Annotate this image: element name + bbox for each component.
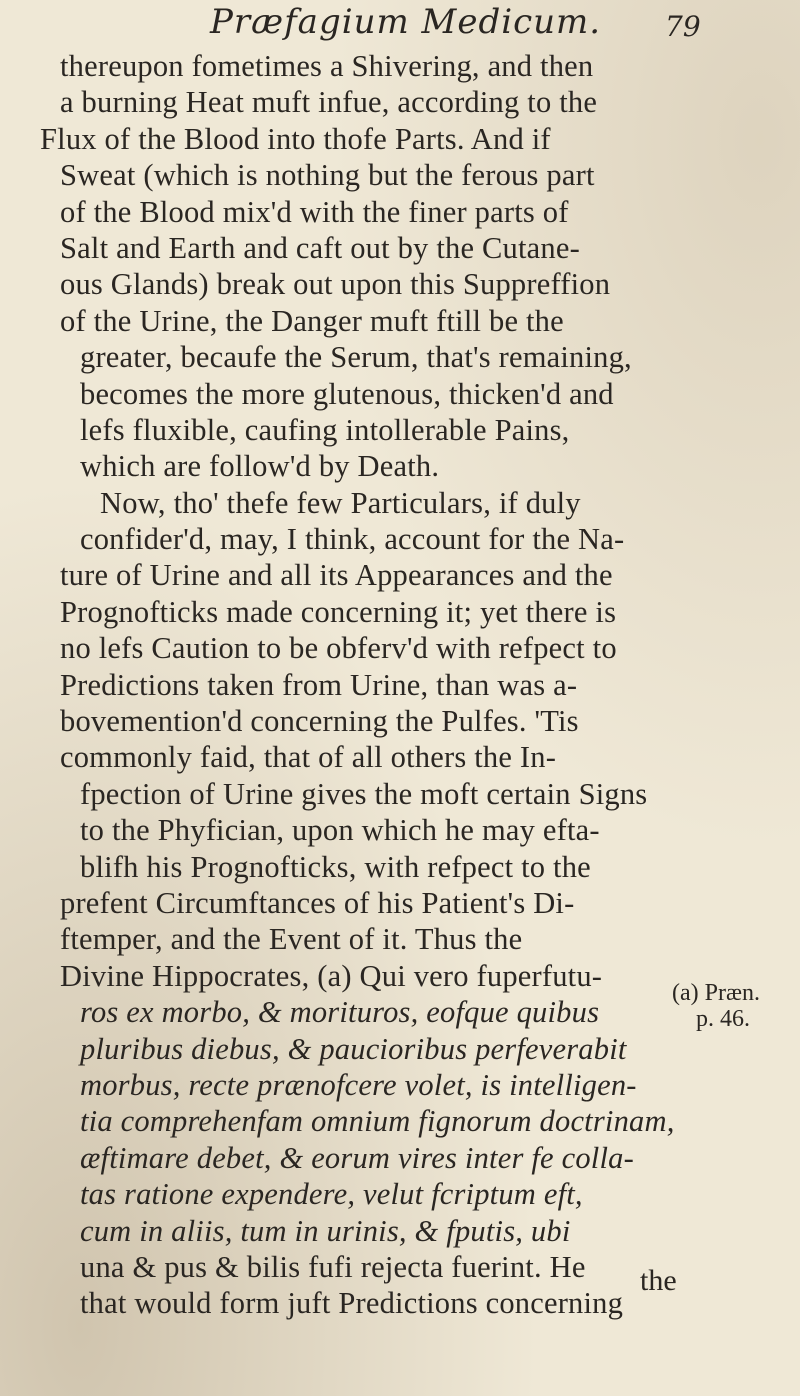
text-line: commonly faid, that of all others the In- (60, 740, 557, 775)
text-line: no lefs Caution to be obferv'd with refpect to (60, 631, 617, 666)
text-line: Predictions taken from Urine, than was a- (60, 667, 578, 702)
margin-note-ref: (a) Præn. (672, 980, 760, 1006)
running-head: Præfagium Medicum. (210, 2, 602, 42)
text-line: tas ratione expendere, velut fcriptum eft, (80, 1177, 583, 1212)
text-line: fpection of Urine gives the moft certain Signs (80, 776, 648, 811)
text-line: that would form juft Predictions concerning (80, 1286, 624, 1321)
text-line: Salt and Earth and caft out by the Cutane- (60, 230, 580, 265)
text-line: ftemper, and the Event of it. Thus the (60, 922, 523, 957)
text-line: pluribus diebus, & paucioribus perfeverabit (80, 1031, 627, 1066)
text-line: prefent Circumftances of his Patient's Di- (60, 885, 575, 920)
text-line: cum in aliis, tum in urinis, & fputis, ubi (80, 1213, 571, 1248)
text-line: greater, becaufe the Serum, that's remaining, (80, 340, 632, 375)
text-line: Prognofticks made concerning it; yet there is (60, 594, 617, 629)
text-line: ros ex morbo, & morituros, eofque quibus (80, 995, 600, 1030)
text-line: a burning Heat muft infue, according to the (60, 85, 598, 120)
text-line: which are follow'd by Death. (80, 449, 440, 484)
text-line: æftimare debet, & eorum vires inter fe colla- (80, 1140, 634, 1175)
catchword: the (640, 1264, 677, 1297)
text-line: Now, tho' thefe few Particulars, if duly (100, 485, 581, 520)
margin-note-page: p. 46. (696, 1006, 750, 1032)
page-header (0, 0, 800, 48)
text-line: bovemention'd concerning the Pulfes. 'Tis (60, 704, 579, 739)
text-line: Flux of the Blood into thofe Parts. And if (40, 121, 551, 156)
text-line: confider'd, may, I think, account for the Na- (80, 522, 625, 557)
text-line: lefs fluxible, caufing intollerable Pains, (80, 412, 570, 447)
text-line: Divine Hippocrates, (a) Qui vero fuperfutu- (60, 958, 603, 993)
page-number: 79 (665, 10, 701, 43)
text-line: of the Blood mix'd with the finer parts of (60, 194, 569, 229)
text-line: of the Urine, the Danger muft ftill be the (60, 303, 564, 338)
text-line: blifh his Prognofticks, with refpect to the (80, 849, 591, 884)
text-line: becomes the more glutenous, thicken'd and (80, 376, 614, 411)
text-line: ous Glands) break out upon this Suppreffion (60, 267, 611, 302)
text-line: tia comprehenfam omnium fignorum doctrinam, (80, 1104, 675, 1139)
text-line: thereupon fometimes a Shivering, and then (60, 49, 594, 83)
text-line: to the Phyfician, upon which he may efta- (80, 813, 600, 848)
margin-note (672, 980, 792, 1032)
text-line: ture of Urine and all its Appearances and the (60, 558, 613, 593)
text-line: una & pus & bilis fufi rejecta fuerint. He (80, 1249, 586, 1284)
body-text (40, 48, 690, 1322)
text-line: Sweat (which is nothing but the ferous part (60, 158, 595, 193)
text-line: morbus, recte prænofcere volet, is intelligen- (80, 1067, 637, 1102)
